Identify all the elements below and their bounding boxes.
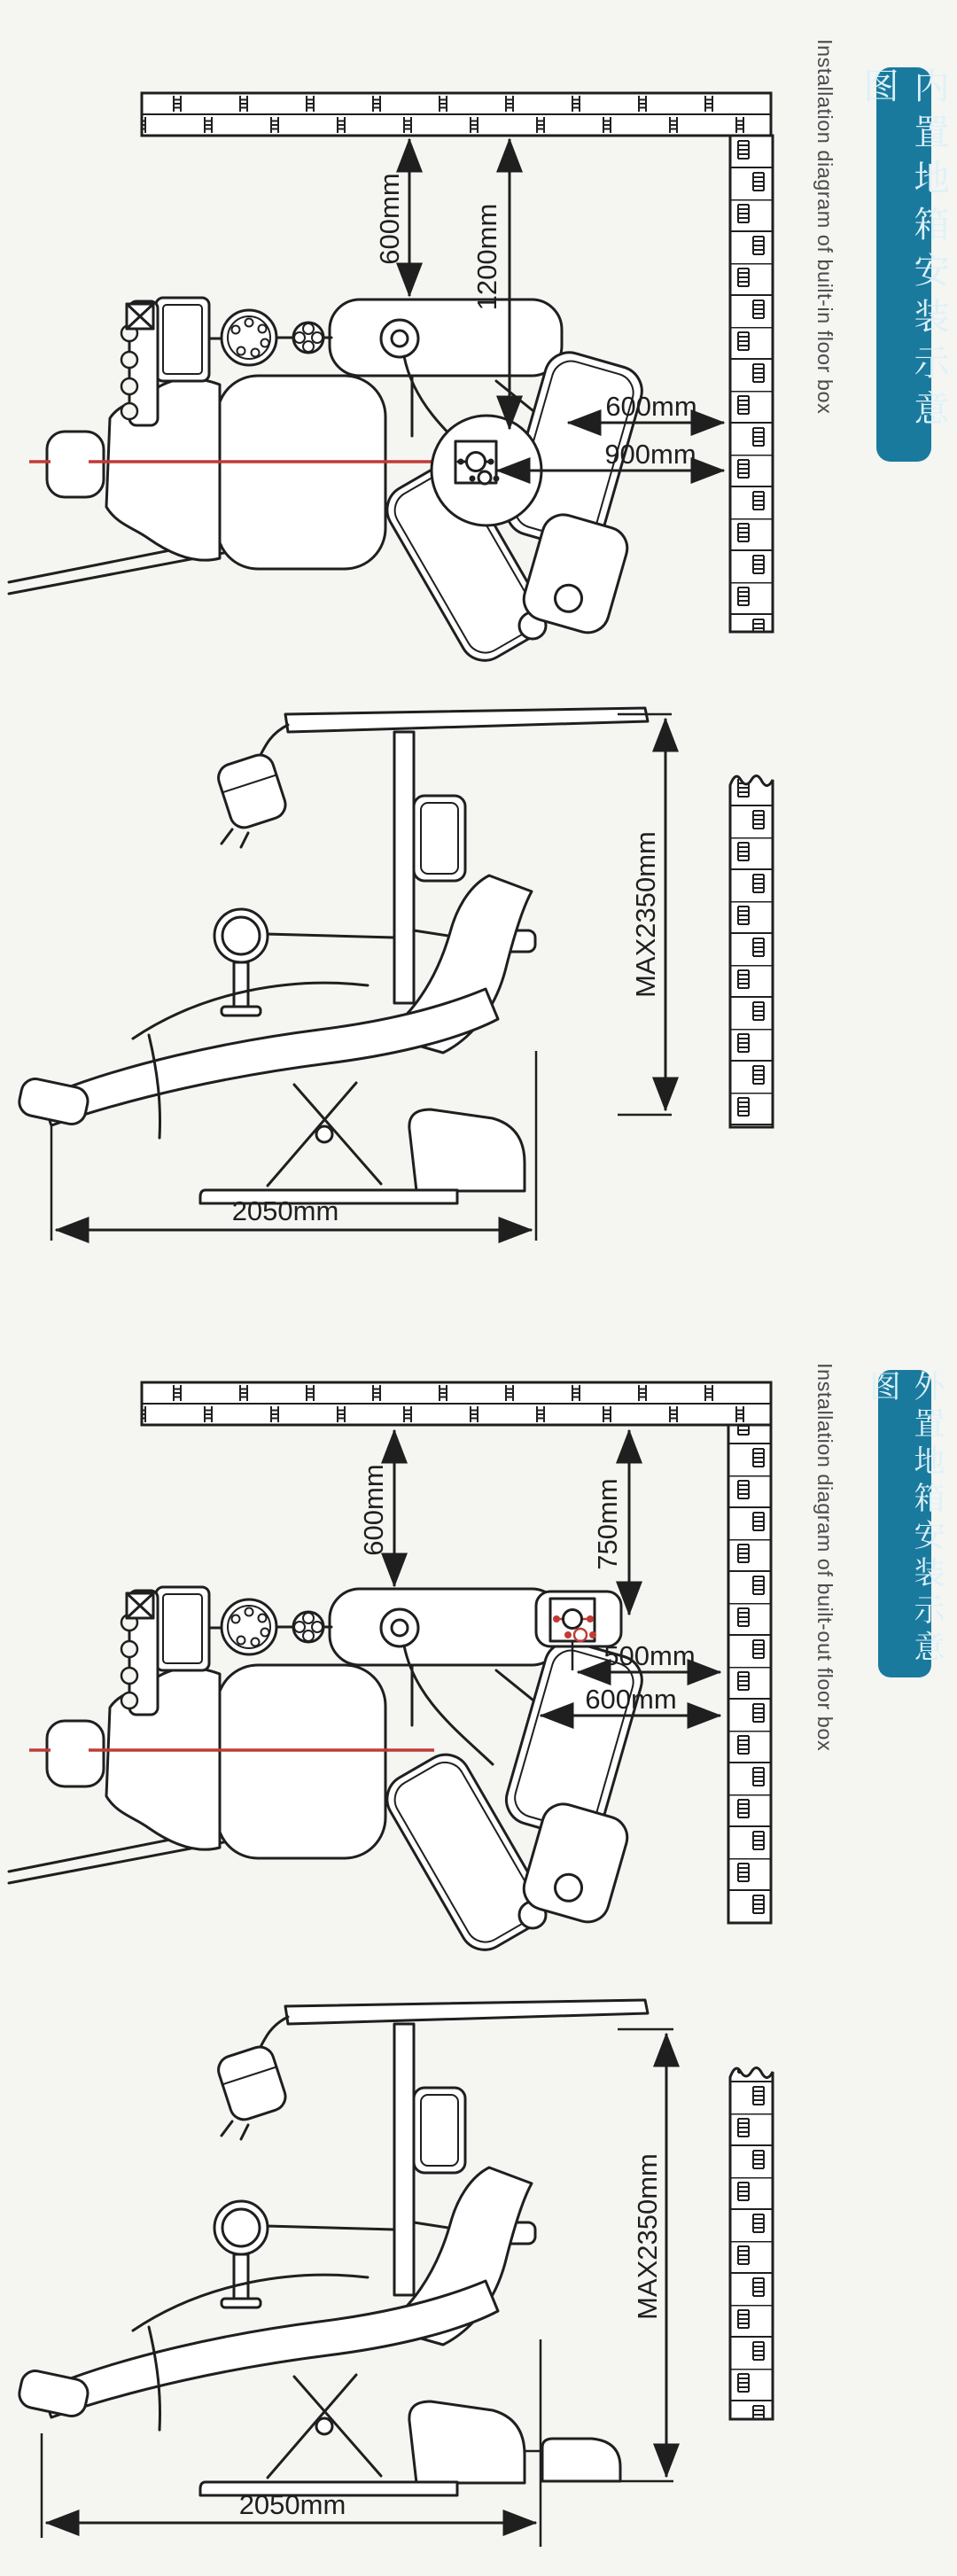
dim-label-unit-to-wall-2: 600mm bbox=[585, 1684, 677, 1715]
brick-wall-top-1 bbox=[142, 93, 771, 136]
dim-label-length-2: 2050mm bbox=[238, 2489, 346, 2520]
dim-label-length-1: 2050mm bbox=[231, 1195, 339, 1226]
dim-label-box-depth-2: 750mm bbox=[592, 1478, 624, 1570]
badge-built-out bbox=[866, 1370, 945, 1677]
dim-label-unit-to-wall-1: 600mm bbox=[605, 391, 697, 422]
brick-wall-side-2 bbox=[730, 2067, 773, 2419]
brick-wall-top-2 bbox=[142, 1382, 771, 1425]
brick-wall-right-1 bbox=[730, 136, 773, 632]
dental-chair-side-view-2 bbox=[17, 2000, 648, 2495]
badge-built-out-label: 外置地箱安装示意图 bbox=[866, 1370, 945, 1668]
badge-built-in bbox=[859, 67, 948, 462]
dim-label-wall-gap-2: 600mm bbox=[358, 1464, 390, 1556]
caption-built-out: Installation diagram of built-out floor box bbox=[813, 1363, 836, 1752]
dim-label-max-height-2: MAX2350mm bbox=[632, 2153, 664, 2320]
built-out-floor-box-side bbox=[525, 2439, 620, 2481]
brick-wall-side-1 bbox=[730, 775, 773, 1127]
dental-chair-side-view-1 bbox=[17, 708, 648, 1203]
section2-top-view bbox=[9, 1382, 771, 1958]
caption-built-in: Installation diagram of built-in floor box bbox=[813, 39, 836, 415]
section2-side-view bbox=[17, 2000, 773, 2547]
dim-label-box-depth-1: 1200mm bbox=[471, 203, 503, 311]
section1-top-view bbox=[9, 93, 773, 669]
dim-label-max-height-1: MAX2350mm bbox=[630, 831, 662, 998]
section1-side-view bbox=[17, 708, 773, 1241]
dim-label-wall-gap-1: 600mm bbox=[374, 173, 406, 265]
dim-label-box-to-wall-1: 900mm bbox=[604, 439, 696, 470]
badge-built-in-label: 内置地箱安装示意图 bbox=[859, 67, 948, 436]
dim-label-box-to-wall-2: 500mm bbox=[603, 1640, 696, 1671]
dental-chair-top-view-1 bbox=[9, 298, 648, 669]
brick-wall-right-2 bbox=[728, 1425, 771, 1923]
